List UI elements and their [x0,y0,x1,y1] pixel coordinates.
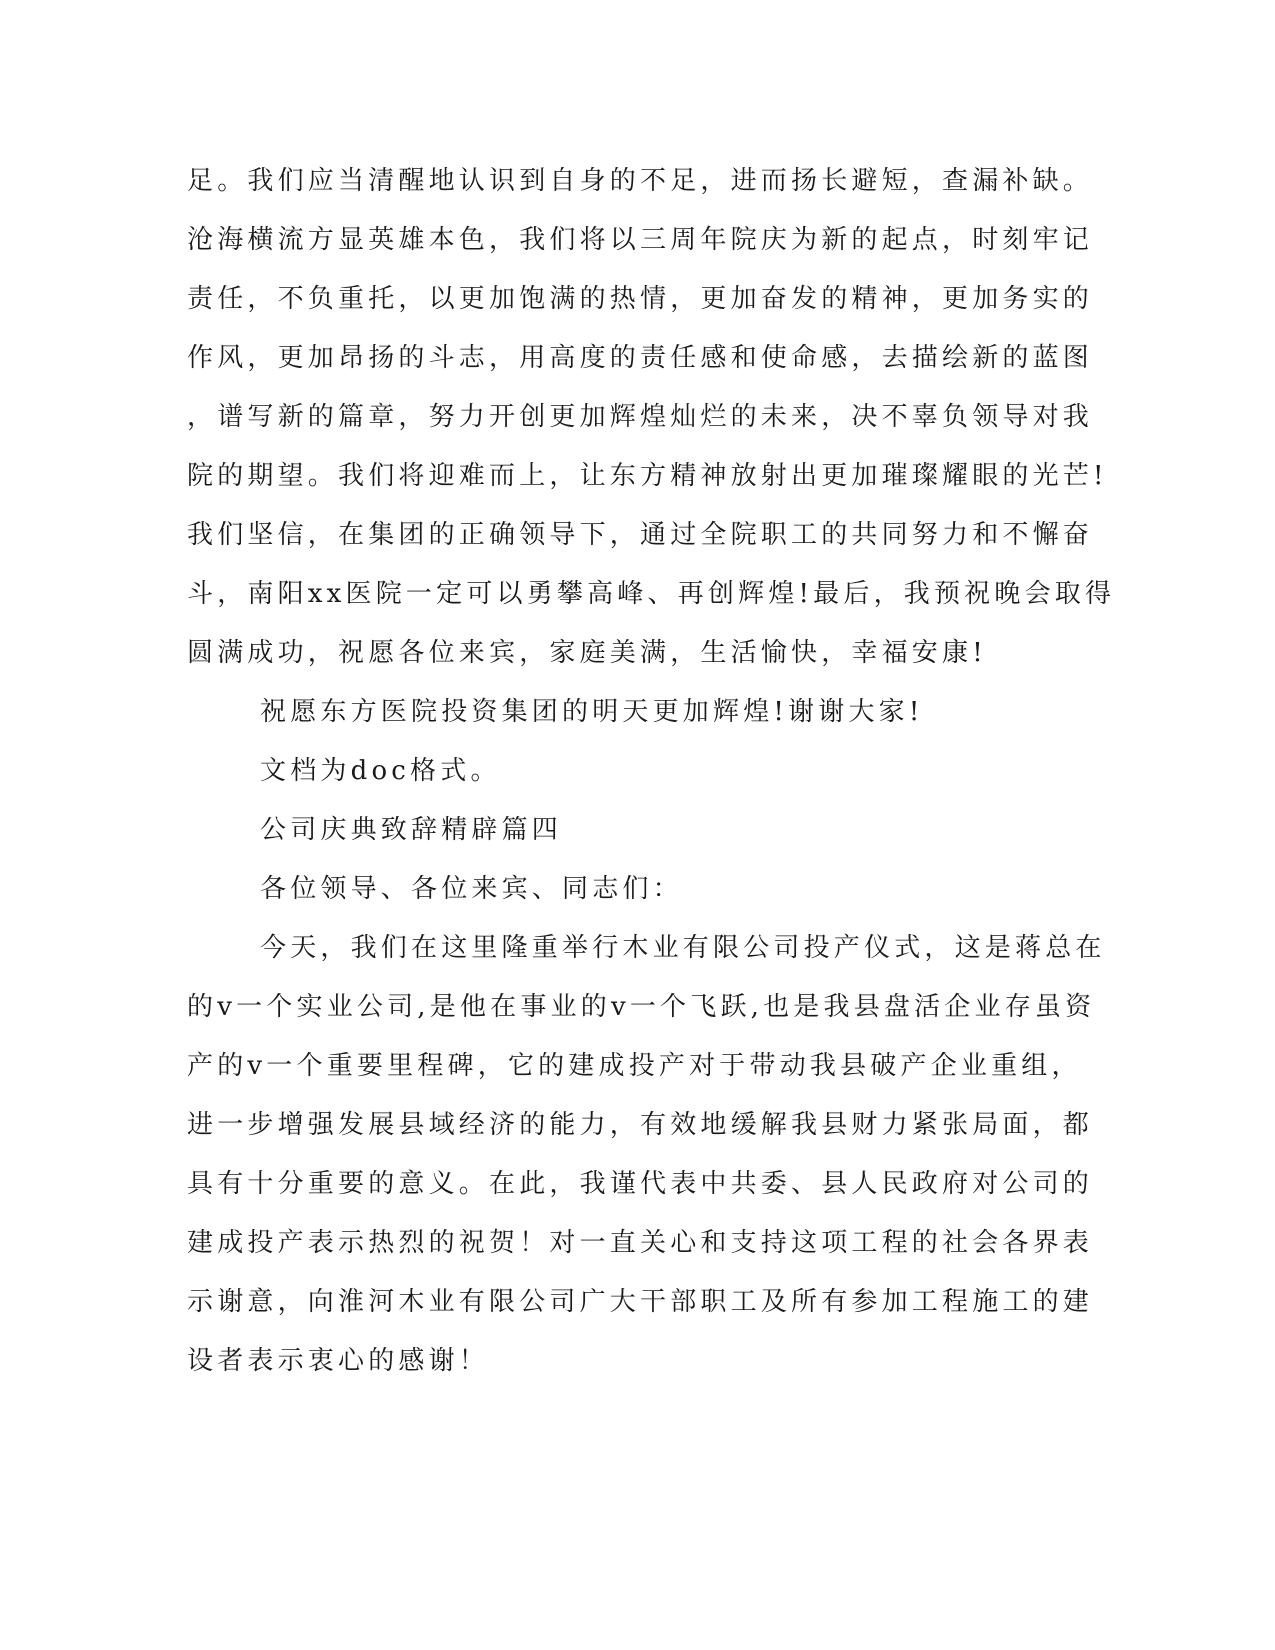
text-line: 的v一个实业公司,是他在事业的v一个飞跃,也是我县盘活企业存虽资 [187,992,1096,1022]
text-line: 沧海横流方显英雄本色，我们将以三周年院庆为新的起点，时刻牢记 [187,225,1094,255]
text-line: 责任，不负重托，以更加饱满的热情，更加奋发的精神，更加务实的 [187,284,1094,314]
text-line: 产的v一个重要里程碑，它的建成投产对于带动我县破产企业重组， [187,1051,1082,1081]
text-line: 院的期望。我们将迎难而上，让东方精神放射出更加璀璨耀眼的光芒! [187,461,1108,491]
text-line: 作风，更加昂扬的斗志，用高度的责任感和使命感，去描绘新的蓝图 [187,343,1094,373]
text-line: 建成投产表示热烈的祝贺！对一直关心和支持这项工程的社会各界表 [187,1228,1094,1258]
salutation: 各位领导、各位来宾、同志们： [260,874,683,904]
text-line: 示谢意，向淮河木业有限公司广大干部职工及所有参加工程施工的建 [187,1287,1094,1317]
closing-line: 祝愿东方医院投资集团的明天更加辉煌!谢谢大家! [260,697,924,727]
text-line: 斗，南阳xx医院一定可以勇攀高峰、再创辉煌!最后，我预祝晚会取得 [187,579,1116,609]
text-line: 我们坚信，在集团的正确领导下，通过全院职工的共同努力和不懈奋 [187,520,1094,550]
text-line: 圆满成功，祝愿各位来宾，家庭美满，生活愉快，幸福安康! [187,638,987,668]
text-line: 进一步增强发展县域经济的能力，有效地缓解我县财力紧张局面，都 [187,1110,1094,1140]
text-line: 今天，我们在这里隆重举行木业有限公司投产仪式，这是蒋总在 [260,933,1106,963]
text-line: 具有十分重要的意义。在此，我谨代表中共委、县人民政府对公司的 [187,1169,1094,1199]
text-line: 足。我们应当清醒地认识到自身的不足，进而扬长避短，查漏补缺。 [187,166,1094,196]
section-heading: 公司庆典致辞精辟篇四 [260,815,563,845]
text-line: 设者表示衷心的感谢！ [187,1346,490,1376]
text-line: ，谱写新的篇章，努力开创更加辉煌灿烂的未来，决不辜负领导对我 [187,402,1094,432]
format-note: 文档为doc格式。 [260,756,501,786]
